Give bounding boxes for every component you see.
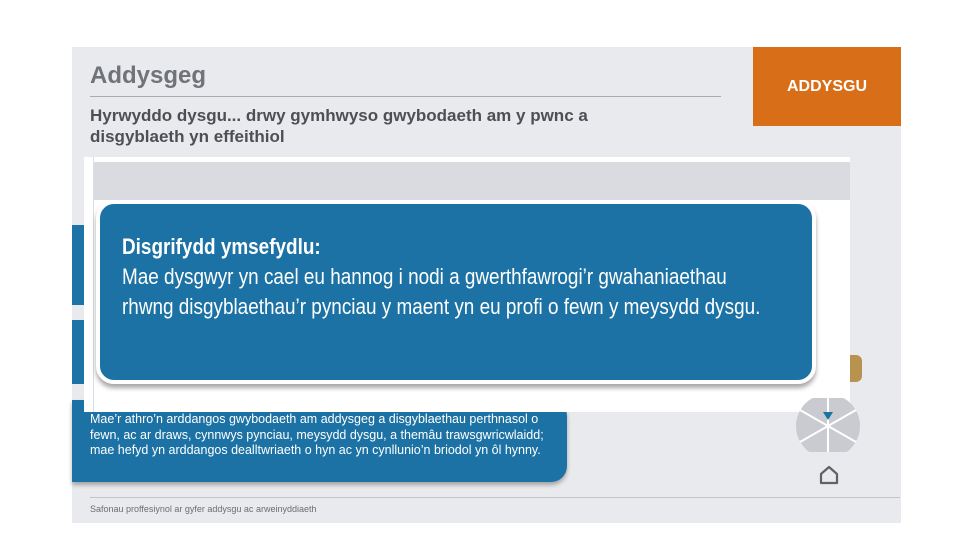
title-divider — [90, 96, 721, 97]
description-text: Mae’r athro’n arddangos gwybodaeth am addysgeg a disgyblaethau perthnasol o fewn, ac ar draws, cynnwys pynciau, meysydd dysgu, a themâu trawsgwricwlaidd; mae hefyd yn arddangos dealltwriaeth o hyn ac yn cynllunio’n briodol yn ôl hynny. — [90, 412, 544, 457]
footer-text: Safonau proffesiynol ar gyfer addysgu ac arweinyddiaeth — [90, 504, 317, 514]
popup-left-bar — [84, 157, 94, 412]
navigation-wheel-icon[interactable] — [795, 398, 863, 452]
footer-divider — [90, 497, 900, 498]
callout-line-1: Mae dysgwyr yn cael eu hannog i nodi a gwerthfawrogi’r gwahaniaethau — [122, 264, 727, 289]
callout-line-2: rhwng disgyblaethau’r pynciau y maent yn eu profi o fewn y meysydd dysgu. — [122, 294, 761, 319]
page-title: Addysgeg — [90, 62, 207, 89]
addysgu-tab[interactable] — [753, 47, 901, 126]
side-tab[interactable] — [72, 225, 84, 305]
descriptor-callout — [96, 200, 816, 384]
callout-heading: Disgrifydd ymsefydlu: — [122, 234, 321, 259]
description-card — [72, 400, 567, 482]
side-tab[interactable] — [72, 320, 84, 384]
addysgu-tab-label: ADDYSGU — [786, 77, 867, 95]
home-icon[interactable] — [818, 465, 840, 485]
page-subtitle: Hyrwyddo dysgu... drwy gymhwyso gwybodaeth am y pwnc a disgyblaeth yn effeithiol — [90, 106, 588, 146]
popup-header-strip — [92, 162, 850, 200]
